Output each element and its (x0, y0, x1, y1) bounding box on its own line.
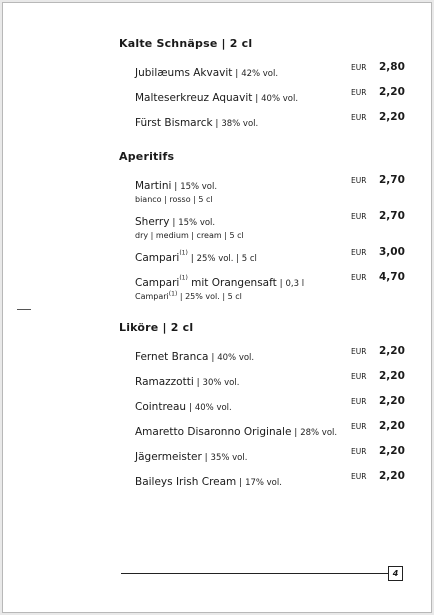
item-subtext (135, 292, 351, 301)
item-price: 2,20 (379, 395, 405, 407)
item-price: 2,70 (379, 174, 405, 186)
item-meta: 28% vol. (300, 428, 338, 438)
item-currency: EUR (351, 372, 367, 381)
menu-item: Baileys Irish Cream | 17% vol. EUR 2,20 (135, 470, 405, 488)
menu-item: Jägermeister | 35% vol. EUR 2,20 (135, 445, 405, 463)
item-name: Jägermeister (135, 451, 202, 463)
item-currency: EUR (351, 248, 367, 257)
item-price: 2,20 (379, 86, 405, 98)
item-currency: EUR (351, 113, 367, 122)
item-name: Campari (135, 277, 180, 289)
item-currency: EUR (351, 347, 367, 356)
item-name: Fürst Bismarck (135, 117, 213, 129)
item-price: 2,20 (379, 111, 405, 123)
item-name: Campari (135, 252, 180, 264)
sub-rest: | 25% vol. | 5 cl (177, 292, 242, 301)
item-meta: 35% vol. (210, 453, 248, 463)
margin-mark (17, 309, 31, 310)
item-price: 2,20 (379, 370, 405, 382)
menu-item: Sherry | 15% vol. dry | medium | cream | 5 cl EUR 2,70 (135, 210, 405, 240)
item-name-rest: mit Orangensaft (187, 277, 277, 289)
sub-name: Campari (135, 292, 169, 301)
item-name: Fernet Branca (135, 351, 209, 363)
item-meta: 15% vol. (178, 218, 216, 228)
section-title: Liköre | 2 cl (119, 321, 194, 334)
item-meta: 15% vol. (180, 182, 218, 192)
menu-item: Martini | 15% vol. bianco | rosso | 5 cl EUR 2,70 (135, 174, 405, 204)
section-likoere (119, 321, 403, 489)
item-meta: 40% vol. (217, 353, 255, 363)
item-meta: 17% vol. (245, 478, 282, 488)
item-price: 2,80 (379, 61, 405, 73)
item-currency: EUR (351, 273, 367, 282)
item-meta: 42% vol. (241, 69, 279, 79)
section-kalte-schnaepse (119, 37, 403, 130)
section-title: Kalte Schnäpse | 2 cl (119, 37, 253, 50)
item-meta: 30% vol. (202, 378, 240, 388)
item-name: Amaretto Disaronno Originale (135, 426, 292, 438)
item-price: 2,20 (379, 420, 405, 432)
item-currency: EUR (351, 472, 367, 481)
footnote-marker: (1) (168, 290, 178, 298)
item-name: Baileys Irish Cream (135, 476, 237, 488)
item-name: Malteserkreuz Aquavit (135, 92, 253, 104)
section-title: Aperitifs (119, 150, 175, 163)
item-name: Sherry (135, 216, 170, 228)
item-price: 4,70 (379, 271, 405, 283)
item-price: 2,20 (379, 345, 405, 357)
item-meta: 25% vol. | 5 cl (196, 254, 257, 264)
footer-rule (121, 573, 389, 574)
menu-item: Fernet Branca | 40% vol. EUR 2,20 (135, 345, 405, 363)
item-name: Cointreau (135, 401, 187, 413)
item-subtext: dry | medium | cream | 5 cl (135, 231, 244, 240)
menu-item: Malteserkreuz Aquavit | 40% vol. EUR 2,20 (135, 86, 405, 104)
menu-item: Fürst Bismarck | 38% vol. EUR 2,20 (135, 111, 405, 129)
page-number: 4 (388, 566, 403, 581)
item-meta: 40% vol. (261, 94, 299, 104)
item-currency: EUR (351, 176, 367, 185)
item-currency: EUR (351, 397, 367, 406)
item-subtext: bianco | rosso | 5 cl (135, 195, 213, 204)
item-meta: 38% vol. (221, 119, 259, 129)
menu-item: Amaretto Disaronno Originale | 28% vol. EUR 2,20 (135, 420, 405, 438)
item-currency: EUR (351, 88, 367, 97)
item-currency: EUR (351, 447, 367, 456)
item-price: 2,70 (379, 210, 405, 222)
item-name: Jubilæums Akvavit (135, 67, 233, 79)
item-currency: EUR (351, 422, 367, 431)
item-currency: EUR (351, 63, 367, 72)
menu-item: Jubilæums Akvavit | 42% vol. EUR 2,80 (135, 61, 405, 79)
item-price: 3,00 (379, 246, 405, 258)
menu-page (2, 2, 432, 613)
menu-item: Cointreau | 40% vol. EUR 2,20 (135, 395, 405, 413)
item-currency: EUR (351, 212, 367, 221)
menu-content (119, 37, 403, 509)
menu-item: Campari$^{(1)}$ | 25% vol. | 5 cl EUR 3,00 (135, 246, 405, 264)
item-name: Martini (135, 180, 172, 192)
item-meta: 0,3 l (285, 279, 305, 289)
item-meta: 40% vol. (194, 403, 232, 413)
menu-item: Ramazzotti | 30% vol. EUR 2,20 (135, 370, 405, 388)
section-aperitifs (119, 150, 403, 301)
item-name: Ramazzotti (135, 376, 194, 388)
footnote-marker: (1) (179, 274, 188, 282)
item-price: 2,20 (379, 445, 405, 457)
menu-item: Campari$^{(1)}$ mit Orangensaft | 0,3 l Campari$^{(1)}$ | 25% vol. | 5 cl EUR 4,70 (135, 271, 405, 301)
item-price: 2,20 (379, 470, 405, 482)
footnote-marker: (1) (179, 249, 188, 257)
